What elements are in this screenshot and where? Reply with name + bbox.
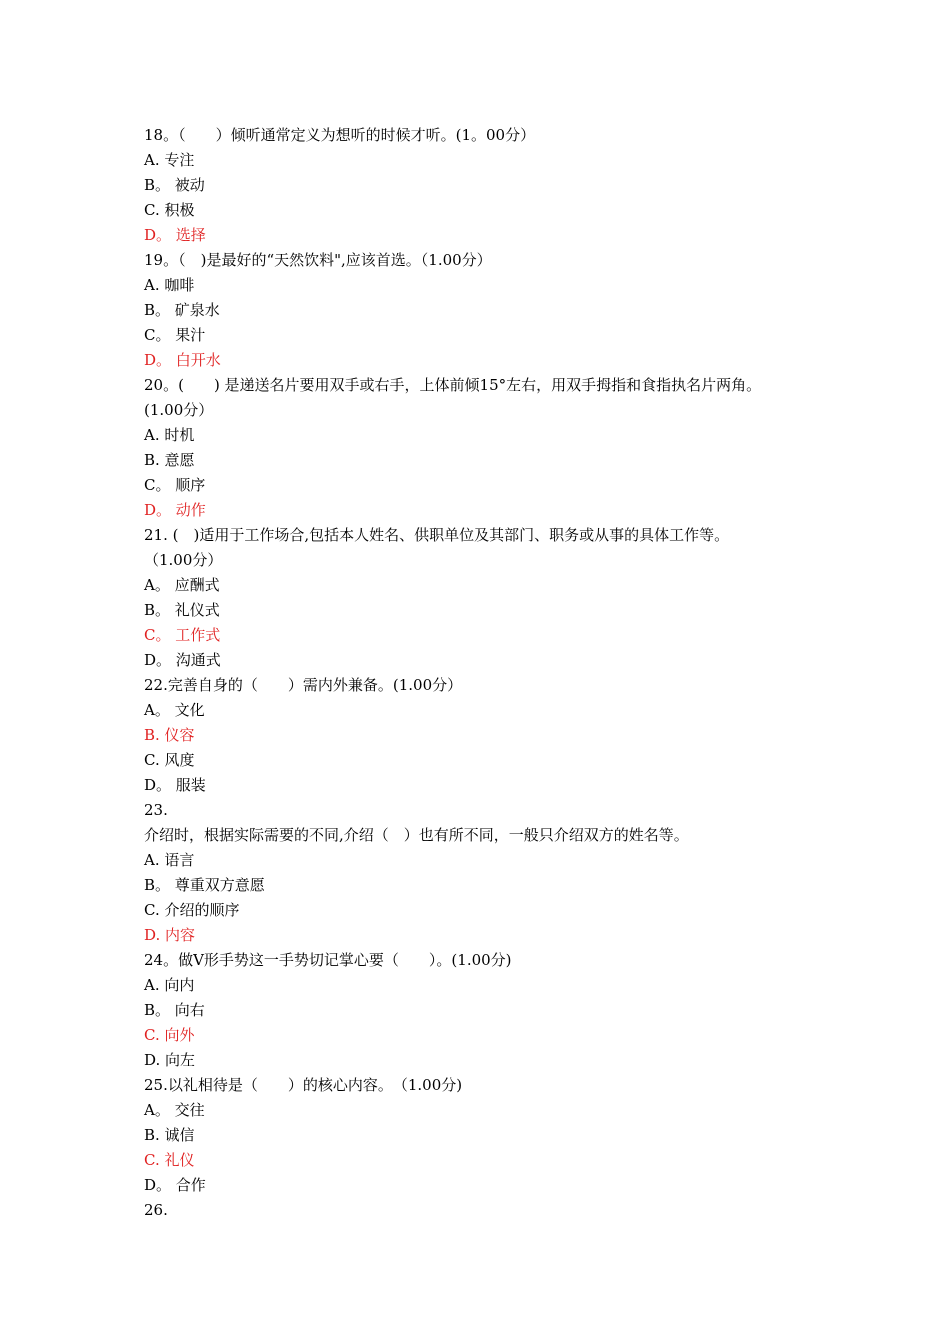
text-line: D。 服装 bbox=[144, 776, 206, 794]
text-line: A。 交往 bbox=[144, 1101, 205, 1119]
text-line: A。 文化 bbox=[144, 701, 205, 719]
text-line: 19。（ )是最好的“天然饮料",应该首选。（1.00分） bbox=[144, 251, 492, 269]
text-line: C。 果汁 bbox=[144, 326, 206, 344]
text-line: 25.以礼相待是（ ）的核心内容。 （1.00分) bbox=[144, 1076, 463, 1094]
correct-answer-line: D。 选择 bbox=[144, 226, 206, 244]
text-line: 26. bbox=[144, 1201, 168, 1219]
text-line: D。 沟通式 bbox=[144, 651, 221, 669]
text-line: A. 时机 bbox=[144, 426, 195, 444]
text-line: A. 咖啡 bbox=[144, 276, 195, 294]
text-line: （1.00分） bbox=[144, 551, 223, 569]
correct-answer-line: D。 白开水 bbox=[144, 351, 221, 369]
text-line: 22.完善自身的（ ）需内外兼备。(1.00分） bbox=[144, 676, 463, 694]
text-line: B。 礼仪式 bbox=[144, 601, 220, 619]
text-line: B. 意愿 bbox=[144, 451, 195, 469]
text-line: C。 顺序 bbox=[144, 476, 206, 494]
correct-answer-line: D。 动作 bbox=[144, 501, 206, 519]
correct-answer-line: C. 礼仪 bbox=[144, 1151, 195, 1169]
text-line: B。 矿泉水 bbox=[144, 301, 220, 319]
text-line: A. 向内 bbox=[144, 976, 195, 994]
correct-answer-line: D. 内容 bbox=[144, 926, 196, 944]
text-line: D. 向左 bbox=[144, 1051, 196, 1069]
text-line: B。 向右 bbox=[144, 1001, 205, 1019]
text-line: A. 语言 bbox=[144, 851, 195, 869]
text-line: (1.00分） bbox=[144, 401, 214, 419]
text-line: C. 介绍的顺序 bbox=[144, 901, 240, 919]
text-line: B。 被动 bbox=[144, 176, 205, 194]
text-line: 18。（ ）倾听通常定义为想听的时候才听。(1。00分） bbox=[144, 126, 536, 144]
text-line: D。 合作 bbox=[144, 1176, 206, 1194]
text-line: 24。做V形手势这一手势切记掌心要（ ）。(1.00分) bbox=[144, 951, 512, 969]
text-line: A. 专注 bbox=[144, 151, 195, 169]
correct-answer-line: C。 工作式 bbox=[144, 626, 221, 644]
text-line: 20。( ) 是递送名片要用双手或右手，上体前倾15°左右，用双手拇指和食指执名片两角。 bbox=[144, 376, 762, 394]
text-line: A。 应酬式 bbox=[144, 576, 220, 594]
text-line: 23. bbox=[144, 801, 168, 819]
quiz-content bbox=[144, 123, 824, 1223]
text-line: B. 诚信 bbox=[144, 1126, 195, 1144]
correct-answer-line: C. 向外 bbox=[144, 1026, 195, 1044]
text-line: 21. ( )适用于工作场合,包括本人姓名、供职单位及其部门、职务或从事的具体工作等。 bbox=[144, 526, 730, 544]
correct-answer-line: B. 仪容 bbox=[144, 726, 195, 744]
text-line: 介绍时，根据实际需要的不同,介绍（ ）也有所不同，一般只介绍双方的姓名等。 bbox=[144, 826, 689, 844]
text-line: C. 积极 bbox=[144, 201, 195, 219]
text-line: C. 风度 bbox=[144, 751, 195, 769]
text-line: B。 尊重双方意愿 bbox=[144, 876, 265, 894]
